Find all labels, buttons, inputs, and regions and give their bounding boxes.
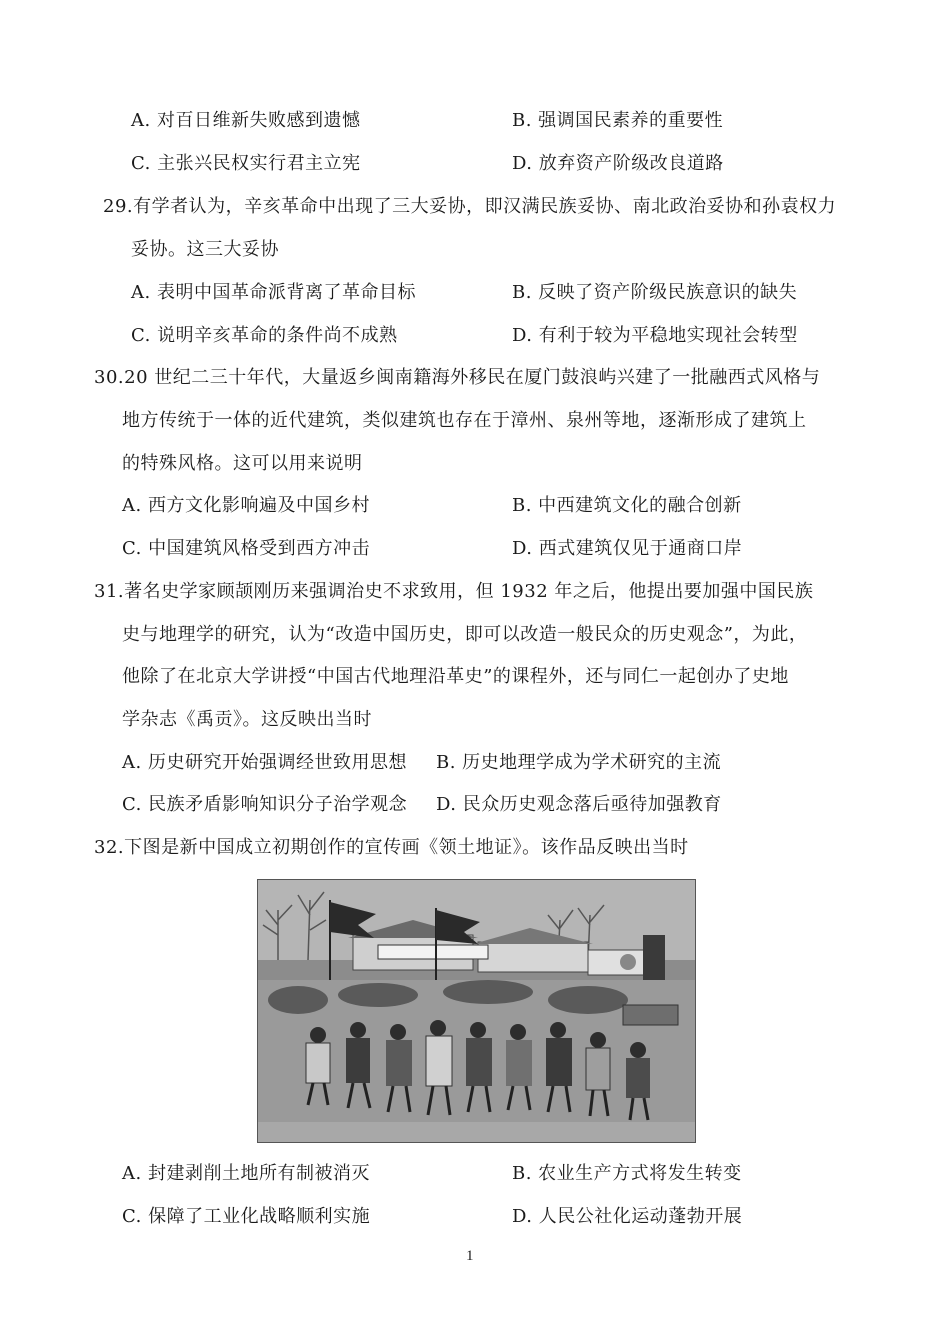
q32-option-a: A. 封建剥削土地所有制被消灭 <box>122 1163 370 1184</box>
q29-option-a: A. 表明中国革命派背离了革命目标 <box>131 282 416 303</box>
q30-stem-line-2: 地方传统于一体的近代建筑，类似建筑也存在于漳州、泉州等地，逐渐形成了建筑上 <box>122 410 807 431</box>
q30-stem-line-1: 30.20 世纪二三十年代，大量返乡闽南籍海外移民在厦门鼓浪屿兴建了一批融西式风格与 <box>94 367 821 388</box>
q31-option-c: C. 民族矛盾影响知识分子治学观念 <box>122 794 408 815</box>
q30-option-c: C. 中国建筑风格受到西方冲击 <box>122 538 371 559</box>
q28-option-b: B. 强调国民素养的重要性 <box>512 110 724 131</box>
q28-option-d: D. 放弃资产阶级改良道路 <box>512 153 724 174</box>
q31-stem-line-4: 学杂志《禹贡》。这反映出当时 <box>122 709 372 730</box>
q29-stem-line-1: 29.有学者认为，辛亥革命中出现了三大妥协，即汉满民族妥协、南北政治妥协和孙袁权力 <box>103 196 837 217</box>
q30-option-b: B. 中西建筑文化的融合创新 <box>512 495 742 516</box>
q32-option-d: D. 人民公社化运动蓬勃开展 <box>512 1206 743 1227</box>
q30-stem-line-3: 的特殊风格。这可以用来说明 <box>122 453 363 474</box>
q29-option-b: B. 反映了资产阶级民族意识的缺失 <box>512 282 798 303</box>
q32-stem-line-1: 32.下图是新中国成立初期创作的宣传画《领土地证》。该作品反映出当时 <box>94 837 689 858</box>
q30-option-a: A. 西方文化影响遍及中国乡村 <box>122 495 370 516</box>
q31-stem-line-3: 他除了在北京大学讲授“中国古代地理沿革史”的课程外，还与同仁一起创办了史地 <box>122 666 789 687</box>
q28-option-a: A. 对百日维新失败感到遗憾 <box>131 110 361 131</box>
q28-option-c: C. 主张兴民权实行君主立宪 <box>131 153 361 174</box>
q32-option-c: C. 保障了工业化战略顺利实施 <box>122 1206 371 1227</box>
q29-option-c: C. 说明辛亥革命的条件尚不成熟 <box>131 325 398 346</box>
q31-stem-line-1: 31.著名史学家顾颉刚历来强调治史不求致用，但 1932 年之后，他提出要加强中国民族 <box>94 581 814 602</box>
q32-option-b: B. 农业生产方式将发生转变 <box>512 1163 742 1184</box>
q29-option-d: D. 有利于较为平稳地实现社会转型 <box>512 325 798 346</box>
page-number: 1 <box>466 1248 474 1264</box>
q30-option-d: D. 西式建筑仅见于通商口岸 <box>512 538 743 559</box>
q31-option-b: B. 历史地理学成为学术研究的主流 <box>436 752 722 773</box>
q31-stem-line-2: 史与地理学的研究，认为“改造中国历史，即可以改造一般民众的历史观念”，为此， <box>122 624 808 645</box>
q31-option-a: A. 历史研究开始强调经世致用思想 <box>122 752 407 773</box>
q29-stem-line-2: 妥协。这三大妥协 <box>131 239 279 260</box>
q31-option-d: D. 民众历史观念落后亟待加强教育 <box>436 794 722 815</box>
propaganda-painting-image <box>257 879 696 1143</box>
